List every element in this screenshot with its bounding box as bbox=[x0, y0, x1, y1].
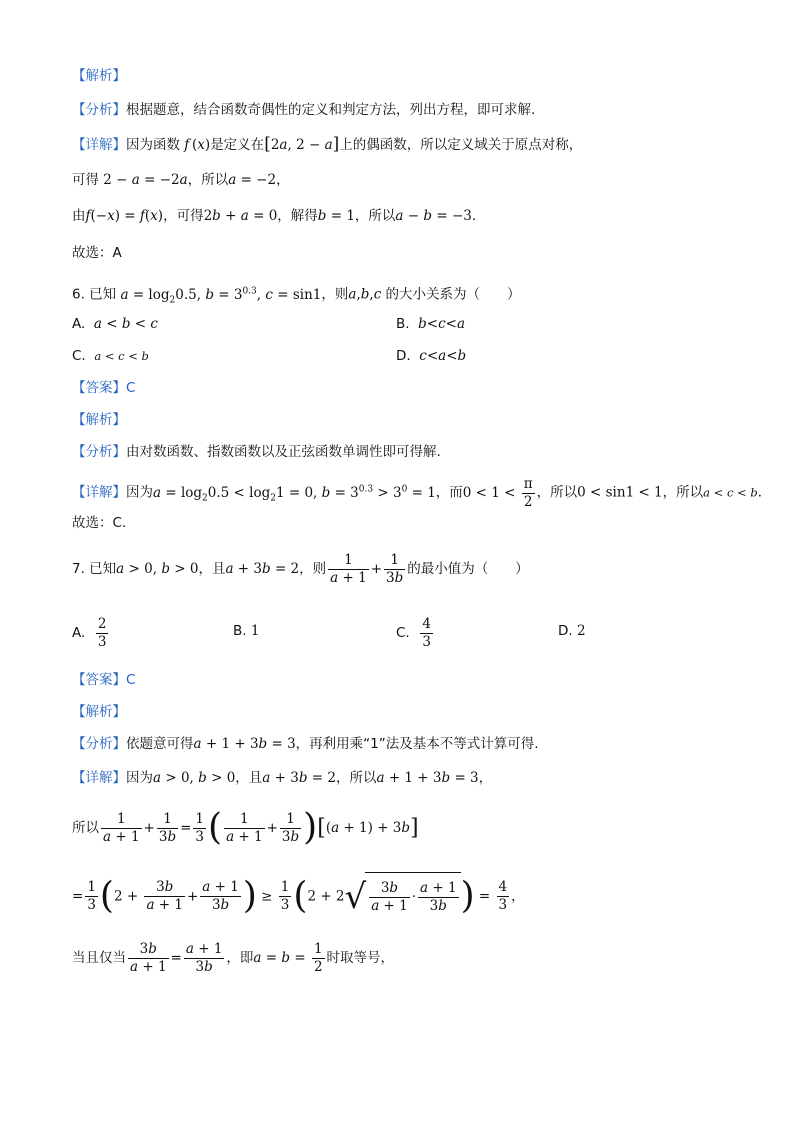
q7-math-constraint: a + 3b = 2 bbox=[225, 561, 300, 577]
q6-stem bbox=[72, 281, 521, 310]
q7-text: ，所以 bbox=[335, 770, 377, 786]
p5-math-domain: [2a, 2 − a] bbox=[264, 134, 340, 154]
q6-option-c[interactable] bbox=[72, 348, 149, 364]
q6-text: ，则 bbox=[321, 286, 349, 303]
p5-math-fx: f (x) bbox=[184, 137, 211, 153]
q7-frac: $\frac{3b}{a + 1}$ bbox=[146, 879, 183, 913]
q6-math-defs: $a = \log_20.5$, $b = 3^{0.3}$, c = sin1 bbox=[120, 286, 322, 306]
q7-option-c-label: C. bbox=[396, 625, 410, 641]
q7-frac: $\frac{a + 1}{3b}$ bbox=[185, 940, 223, 975]
q7-detail-line4: 当且仅当 $\frac{3b}{a + 1}$ = $\frac{a + 1}{3b}$ ，即a = b = $\frac{1}{2}$ 时取等号， bbox=[72, 940, 395, 975]
q7-frac: $\frac{1}{3}$ bbox=[195, 810, 205, 845]
q7-text: 当且仅当 bbox=[72, 950, 126, 966]
q7-frac: $\frac{1}{a + 1}$ bbox=[226, 810, 263, 845]
p5-choice: 故选：A bbox=[72, 245, 122, 261]
q6-option-d[interactable] bbox=[396, 348, 466, 364]
q7-jiexi-heading: 【解析】 bbox=[72, 704, 126, 720]
q6-option-a[interactable] bbox=[72, 316, 158, 332]
p5-math-eq1: 2 − a = −2a bbox=[103, 172, 188, 188]
q7-option-c-frac: $\frac{4}{3}$ bbox=[422, 615, 431, 650]
q6-text: 因为 bbox=[126, 484, 153, 501]
q6-option-b[interactable] bbox=[396, 316, 465, 332]
p5-math-eq4: b = 1 bbox=[317, 208, 355, 224]
q7-sqrt-body: $\frac{3b}{a + 1}$ · $\frac{a + 1}{3b}$ bbox=[365, 872, 460, 921]
q7-math-aeqb: a = b = bbox=[253, 950, 310, 966]
q6-text: ，而 bbox=[435, 484, 463, 501]
p5-text: ，解得 bbox=[277, 208, 318, 224]
q6-text: ，所以 bbox=[662, 484, 704, 501]
q7-text: 时取等号， bbox=[326, 950, 395, 966]
q6-math-result: a < c < b bbox=[703, 485, 758, 500]
q7-text: 因为 bbox=[126, 770, 153, 786]
q7-frac: $\frac{1}{3}$ bbox=[87, 879, 96, 913]
q6-math-chain2: 0 < 1 < $\frac{\pi}{2}$ bbox=[462, 475, 533, 510]
q6-xiangjie-tag: 【详解】 bbox=[72, 484, 126, 501]
q7-frac-1-3b: $\frac{1}{3b}$ bbox=[386, 551, 404, 586]
q6-text: 6. 已知 bbox=[72, 286, 117, 303]
p5-text: ，所以 bbox=[187, 172, 229, 188]
q7-math-constraint2: a + 3b = 2 bbox=[262, 770, 336, 786]
q6-choice: 故选：C. bbox=[72, 515, 127, 531]
q7-option-a-label: A. bbox=[72, 625, 86, 641]
q7-frac: $\frac{1}{3}$ bbox=[280, 879, 290, 913]
q7-paren-close: ) bbox=[242, 875, 257, 917]
q7-sqrt-symbol: √ bbox=[344, 876, 367, 917]
q7-option-a[interactable] bbox=[72, 614, 110, 652]
q7-frac: $\frac{1}{3b}$ bbox=[281, 810, 300, 845]
q7-option-d-label: D. bbox=[558, 623, 573, 639]
p5-text: 因为函数 bbox=[126, 137, 180, 153]
q7-math-cond: a > 0, b > 0 bbox=[116, 561, 199, 577]
q6-fenxi-tag: 【分析】 bbox=[72, 444, 126, 460]
p5-math-eq5: a − b = −3 bbox=[395, 208, 472, 224]
q7-math-two: 2 + bbox=[113, 888, 143, 905]
q6-answer: 【答案】C bbox=[72, 380, 136, 396]
q7-frac: $\frac{1}{3b}$ bbox=[158, 810, 177, 845]
p5-xiangjie-tag: 【详解】 bbox=[72, 137, 126, 153]
q7-math-eq: = bbox=[474, 888, 495, 905]
q7-paren-open: ( bbox=[293, 875, 308, 917]
q7-paren-open: ( bbox=[99, 875, 114, 917]
q7-text: ，且 bbox=[198, 561, 226, 577]
q7-paren-close: ) bbox=[303, 807, 318, 848]
p5-math-even: f(−x) = f(x) bbox=[85, 208, 164, 224]
p5-math-eq3: 2b + a = 0 bbox=[203, 208, 278, 224]
q7-option-b[interactable] bbox=[233, 623, 259, 639]
q7-paren-open: ( bbox=[208, 807, 223, 848]
p5-detail-line1 bbox=[72, 134, 582, 155]
p5-text: 由 bbox=[72, 208, 86, 224]
p5-text: 可得 bbox=[72, 172, 99, 188]
q7-text: ， bbox=[478, 770, 493, 786]
q7-math-sum2: a + 1 + 3b = 3 bbox=[376, 770, 479, 786]
q7-frac-1-2: $\frac{1}{2}$ bbox=[313, 940, 323, 975]
q7-text: 所以 bbox=[72, 820, 99, 836]
q7-option-c[interactable] bbox=[396, 614, 435, 652]
q7-detail-line3: = $\frac{1}{3}$ (2 + $\frac{3b}{a + 1}$ + $\frac{a + 1}{3b}$ ) ≥ $\frac{1}{3}$ (2 + 2√ $\frac{3b}{a + 1}$ · $\frac{a + 1}{3b}$ ) = $\frac{4}{3}$ ， bbox=[72, 872, 525, 921]
p5-text: ， bbox=[276, 172, 290, 188]
q7-text: 依题意可得 bbox=[126, 736, 194, 752]
q7-option-d[interactable] bbox=[558, 623, 586, 639]
q6-option-d-text: c<a<b bbox=[419, 348, 467, 364]
q6-fenxi-text: 由对数函数、指数函数以及正弦函数单调性即可得解. bbox=[126, 444, 441, 460]
q7-option-d-text: 2 bbox=[576, 623, 586, 639]
q6-option-a-label: A. bbox=[72, 316, 86, 332]
p5-text: 上的偶函数，所以定义域关于原点对称， bbox=[339, 137, 583, 153]
q7-frac-1-a1: $\frac{1}{a + 1}$ bbox=[330, 551, 367, 586]
q7-frac: $\frac{a + 1}{3b}$ bbox=[202, 879, 239, 913]
q7-text: ，再利用乘“1”法及基本不等式计算可得. bbox=[295, 736, 539, 752]
q7-detail-line1 bbox=[72, 768, 492, 788]
q7-frac: $\frac{1}{a + 1}$ bbox=[103, 810, 140, 845]
q7-option-b-text: 1 bbox=[250, 623, 260, 639]
p5-detail-line3 bbox=[72, 206, 485, 226]
q7-text: ，即 bbox=[226, 950, 254, 966]
p5-jiexi-heading: 【解析】 bbox=[72, 68, 126, 84]
q6-text: 的大小关系为（ ） bbox=[385, 286, 521, 303]
q7-math-bracket: [(a + 1) + 3b] bbox=[317, 815, 419, 841]
q6-math-chain1: $a = \log_20.5 < \log_21 = 0$, $b = 3^{0.3} > 3^0 = 1$ bbox=[153, 484, 436, 504]
q6-option-c-label: C. bbox=[72, 348, 86, 364]
q7-analysis bbox=[72, 734, 539, 754]
p5-fenxi-text: 根据题意，结合函数奇偶性的定义和判定方法，列出方程，即可求解. bbox=[126, 102, 536, 118]
q7-math-sum: a + 1 + 3b = 3 bbox=[193, 736, 296, 752]
p5-text: ，所以 bbox=[354, 208, 396, 224]
q7-stem: 7. 已知a > 0, b > 0，且a + 3b = 2，则 $\frac{1}{a + 1}$ + $\frac{1}{3b}$ 的最小值为（ ） bbox=[72, 551, 529, 586]
q6-text: ，所以 bbox=[536, 484, 578, 501]
q7-answer: 【答案】C bbox=[72, 672, 136, 688]
q6-math-chain3: 0 < sin1 < 1 bbox=[577, 484, 663, 501]
q7-paren-close: ) bbox=[460, 875, 475, 917]
p5-analysis bbox=[72, 100, 535, 120]
q7-text: 的最小值为（ ） bbox=[407, 561, 529, 577]
q7-math-cond2: a > 0, b > 0 bbox=[153, 770, 236, 786]
q7-fenxi-tag: 【分析】 bbox=[72, 736, 126, 752]
p5-text: 是定义在 bbox=[210, 137, 265, 153]
q6-jiexi-heading: 【解析】 bbox=[72, 412, 126, 428]
q6-analysis bbox=[72, 442, 441, 462]
q6-text: ． bbox=[757, 484, 772, 501]
q7-frac: $\frac{3b}{a + 1}$ bbox=[130, 940, 167, 975]
q7-math-geq: ≥ bbox=[256, 888, 277, 905]
q7-text: ，且 bbox=[235, 770, 263, 786]
q6-option-d-label: D. bbox=[396, 348, 411, 364]
q6-option-a-text: a < b < c bbox=[93, 316, 158, 332]
q7-text: 7. 已知 bbox=[72, 561, 117, 577]
q7-option-b-label: B. bbox=[233, 623, 247, 639]
q7-text: ，则 bbox=[299, 561, 327, 577]
q6-frac-pi-2: $\frac{\pi}{2}$ bbox=[523, 475, 533, 510]
q7-xiangjie-tag: 【详解】 bbox=[72, 770, 126, 786]
q6-detail bbox=[72, 470, 771, 517]
q6-option-b-text: b<c<a bbox=[418, 316, 466, 332]
p5-text: ． bbox=[471, 208, 486, 224]
p5-math-eq2: a = −2 bbox=[228, 172, 277, 188]
q7-detail-line2: 所以 $\frac{1}{a + 1}$ + $\frac{1}{3b}$ = $\frac{1}{3}$ ( $\frac{1}{a + 1}$ + $\frac{1}{3b}$ )[(a + 1) + 3b] bbox=[72, 807, 419, 848]
p5-text: ，可得 bbox=[163, 208, 204, 224]
q6-math-abc: a,b,c bbox=[348, 286, 382, 303]
q7-text: ， bbox=[511, 888, 525, 905]
p5-fenxi-tag: 【分析】 bbox=[72, 102, 126, 118]
q6-option-c-text: a < c < b bbox=[94, 349, 149, 363]
q7-option-a-frac: $\frac{2}{3}$ bbox=[97, 615, 107, 650]
q7-math-eq: = bbox=[72, 888, 84, 905]
p5-detail-line2 bbox=[72, 170, 290, 190]
q7-frac-4-3: $\frac{4}{3}$ bbox=[498, 879, 508, 913]
q7-math-2plus2: 2 + 2 bbox=[307, 888, 345, 905]
q6-option-b-label: B. bbox=[396, 316, 410, 332]
